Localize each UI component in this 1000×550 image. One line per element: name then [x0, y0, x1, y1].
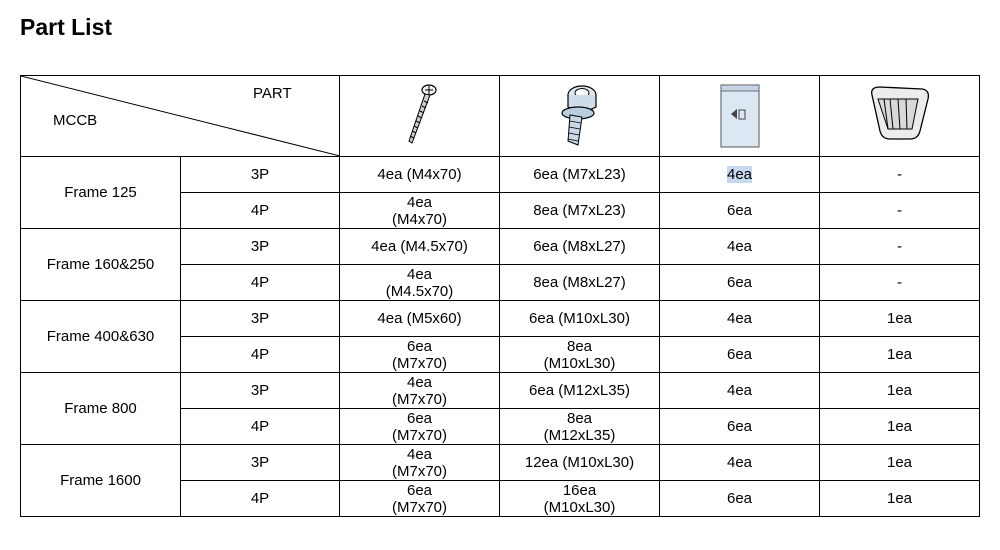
quantity-cell [340, 481, 500, 517]
column-header-screw [340, 76, 500, 157]
quantity-text: - [897, 238, 902, 255]
frame-name-cell [21, 229, 181, 301]
pole-label: 3P [250, 382, 270, 399]
frame-name-cell [21, 301, 181, 373]
quantity-cell [500, 265, 660, 301]
column-header-bag [660, 76, 820, 157]
quantity-cell [660, 373, 820, 409]
quantity-cell [660, 409, 820, 445]
quantity-cell [820, 229, 980, 265]
quantity-text: 6ea (M12xL35) [529, 382, 630, 399]
quantity-text: (M7x70) [391, 462, 447, 480]
table-body [21, 157, 980, 517]
quantity-text: 4ea [726, 310, 753, 327]
quantity-text: 4ea [406, 445, 433, 463]
pole-cell [181, 337, 340, 373]
long-screw-icon [400, 81, 440, 151]
quantity-cell [340, 157, 500, 193]
quantity-cell [500, 301, 660, 337]
frame-name: Frame 400&630 [46, 328, 155, 345]
quantity-text: 12ea (M10xL30) [524, 454, 635, 471]
quantity-text: 4ea [726, 382, 753, 399]
quantity-text: - [897, 166, 902, 183]
frame-name-cell [21, 373, 181, 445]
quantity-text: 6ea (M7xL23) [533, 166, 626, 183]
quantity-text: 1ea [886, 310, 913, 327]
quantity-cell [340, 445, 500, 481]
pole-cell [181, 229, 340, 265]
pole-cell [181, 445, 340, 481]
quantity-text: 4ea [726, 238, 753, 255]
quantity-cell [340, 301, 500, 337]
quantity-text: 4ea [406, 265, 433, 283]
quantity-text: (M7x70) [391, 390, 447, 408]
quantity-text: 4ea [726, 454, 753, 471]
quantity-text: 4ea [406, 193, 433, 211]
header-row [21, 76, 980, 157]
quantity-text: (M7x70) [391, 426, 447, 444]
frame-name: Frame 800 [64, 400, 137, 417]
column-header-bolt [500, 76, 660, 157]
part-list-table [20, 75, 980, 517]
frame-name-cell [21, 445, 181, 517]
quantity-cell [660, 481, 820, 517]
quantity-cell [820, 481, 980, 517]
terminal-cover-icon [862, 81, 938, 151]
column-header-cover [820, 76, 980, 157]
quantity-cell [500, 337, 660, 373]
quantity-text: 8ea (M7xL23) [533, 202, 626, 219]
quantity-text: 6ea [406, 409, 433, 427]
quantity-cell [820, 409, 980, 445]
quantity-text: (M7x70) [391, 498, 447, 516]
quantity-text: 1ea [886, 418, 913, 435]
quantity-cell [820, 373, 980, 409]
quantity-cell [500, 445, 660, 481]
pole-cell [181, 265, 340, 301]
quantity-cell [660, 229, 820, 265]
quantity-cell [820, 265, 980, 301]
quantity-text: 8ea [566, 409, 593, 427]
quantity-cell [340, 265, 500, 301]
quantity-text: 1ea [886, 490, 913, 507]
quantity-text: 6ea [726, 418, 753, 435]
quantity-text: 4ea (M4.5x70) [371, 238, 468, 255]
quantity-text: 4ea [406, 373, 433, 391]
quantity-cell [660, 337, 820, 373]
pole-cell [181, 157, 340, 193]
quantity-cell [500, 229, 660, 265]
pole-label: 4P [250, 346, 270, 363]
table-row [21, 445, 980, 481]
quantity-text: 1ea [886, 454, 913, 471]
pole-label: 3P [250, 310, 270, 327]
quantity-cell [660, 157, 820, 193]
mccb-label: MCCB [53, 112, 98, 129]
quantity-cell [500, 157, 660, 193]
bolt-with-washer-icon [552, 81, 608, 151]
quantity-text: 8ea (M8xL27) [533, 274, 626, 291]
quantity-cell [340, 229, 500, 265]
frame-name-cell [21, 157, 181, 229]
quantity-text: 1ea [886, 346, 913, 363]
quantity-text: 4ea [726, 166, 753, 183]
pole-label: 3P [250, 166, 270, 183]
pole-cell [181, 301, 340, 337]
frame-name: Frame 1600 [60, 472, 141, 489]
diagonal-header-cell [21, 76, 340, 157]
quantity-text: (M12xL35) [543, 426, 616, 444]
quantity-cell [340, 409, 500, 445]
quantity-text: (M7x70) [391, 354, 447, 372]
quantity-cell [820, 445, 980, 481]
pole-label: 3P [250, 238, 270, 255]
quantity-cell [340, 193, 500, 229]
part-label: PART [253, 85, 292, 102]
quantity-cell [660, 193, 820, 229]
table-row [21, 373, 980, 409]
quantity-text: 6ea (M8xL27) [533, 238, 626, 255]
quantity-text: (M4.5x70) [385, 282, 454, 300]
quantity-text: 6ea [726, 346, 753, 363]
quantity-text: 4ea (M4x70) [377, 166, 462, 183]
quantity-cell [500, 373, 660, 409]
quantity-cell [820, 337, 980, 373]
table-row [21, 157, 980, 193]
quantity-cell [820, 157, 980, 193]
quantity-text: 6ea [406, 337, 433, 355]
quantity-text: 1ea [886, 382, 913, 399]
quantity-text: (M4x70) [391, 210, 447, 228]
quantity-cell [500, 193, 660, 229]
quantity-cell [660, 301, 820, 337]
pole-label: 3P [250, 454, 270, 471]
pole-cell [181, 193, 340, 229]
parts-bag-icon [715, 81, 765, 151]
pole-label: 4P [250, 490, 270, 507]
pole-label: 4P [250, 202, 270, 219]
quantity-text: - [897, 274, 902, 291]
quantity-cell [340, 337, 500, 373]
quantity-text: 6ea [726, 274, 753, 291]
pole-cell [181, 409, 340, 445]
quantity-cell [500, 409, 660, 445]
quantity-text: 6ea [726, 490, 753, 507]
pole-cell [181, 373, 340, 409]
quantity-cell [820, 301, 980, 337]
frame-name: Frame 160&250 [46, 256, 155, 273]
quantity-text: - [897, 202, 902, 219]
pole-label: 4P [250, 418, 270, 435]
quantity-cell [820, 193, 980, 229]
page-title: Part List [20, 14, 113, 40]
quantity-cell [660, 445, 820, 481]
quantity-cell [500, 481, 660, 517]
quantity-text: 6ea [406, 481, 433, 499]
quantity-text: 16ea [562, 481, 597, 499]
quantity-text: (M10xL30) [543, 354, 616, 372]
quantity-cell [660, 265, 820, 301]
quantity-text: 8ea [566, 337, 593, 355]
quantity-cell [340, 373, 500, 409]
table-row [21, 229, 980, 265]
quantity-text: 4ea (M5x60) [377, 310, 462, 327]
pole-label: 4P [250, 274, 270, 291]
pole-cell [181, 481, 340, 517]
quantity-text: (M10xL30) [543, 498, 616, 516]
frame-name: Frame 125 [64, 184, 137, 201]
quantity-text: 6ea [726, 202, 753, 219]
table-row [21, 301, 980, 337]
quantity-text: 6ea (M10xL30) [529, 310, 630, 327]
